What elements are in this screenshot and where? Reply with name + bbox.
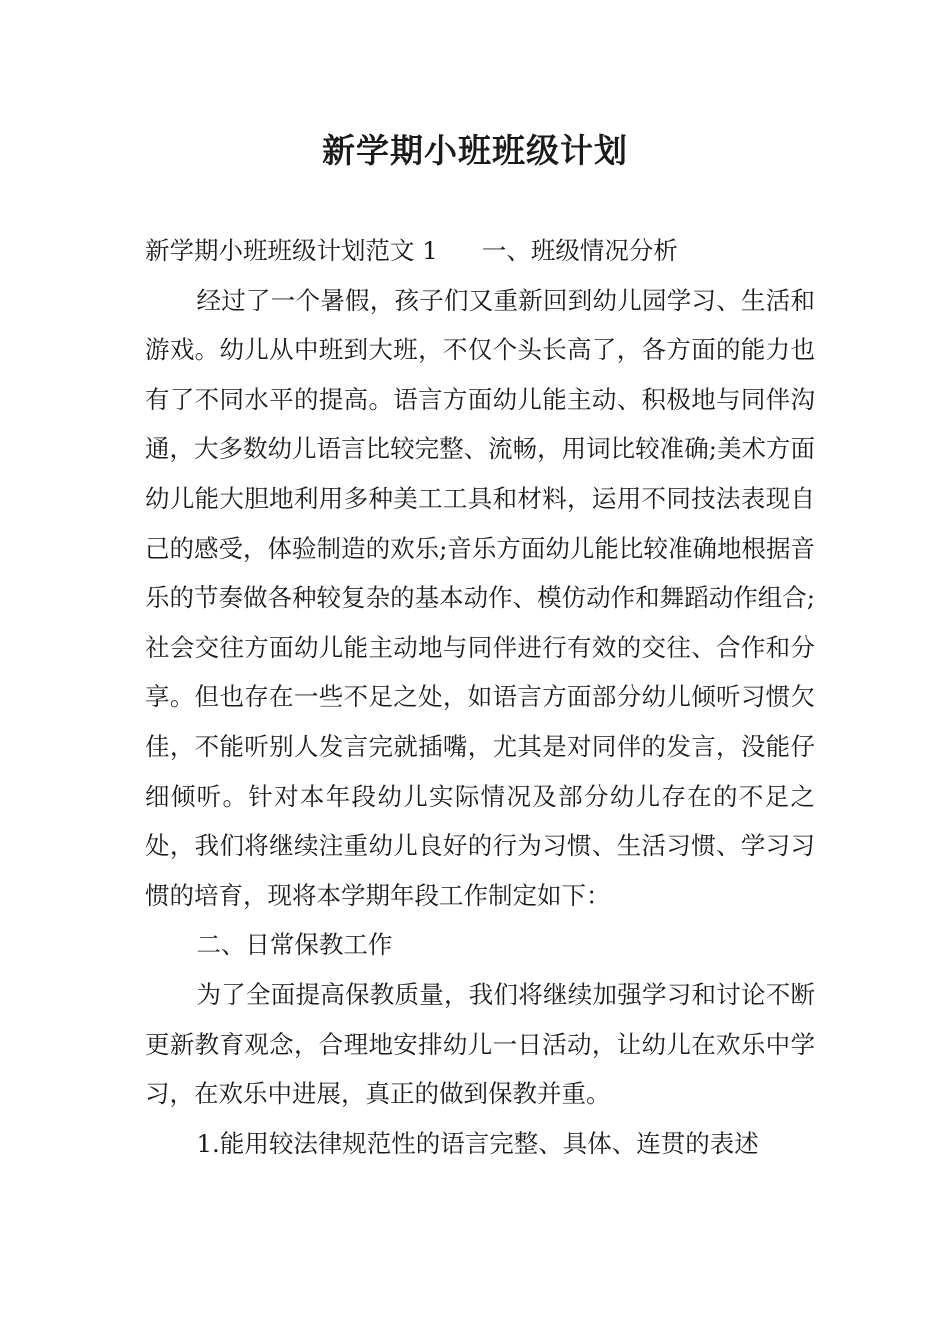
list-item-1: 1.能用较法律规范性的语言完整、具体、连贯的表述 (196, 1128, 759, 1158)
document-body (145, 226, 815, 1168)
paragraph-class-analysis: 经过了一个暑假，孩子们又重新回到幼儿园学习、生活和游戏。幼儿从中班到大班，不仅个头长高了，各方面的能力也有了不同水平的提高。语言方面幼儿能主动、积极地与同伴沟通，大多数幼儿语言比较完整、流畅，用词比较准确;美术方面幼儿能大胆地利用多种美工工具和材料，运用不同技法表现自己的感受，体验制造的欢乐;音乐方面幼儿能比较准确地根据音乐的节奏做各种较复杂的基本动作、模仿动作和舞蹈动作组合;社会交往方面幼儿能主动地与同伴进行有效的交往、合作和分享。但也存在一些不足之处，如语言方面部分幼儿倾听习惯欠佳，不能听别人发言完就插嘴，尤其是对同伴的发言，没能仔细倾听。针对本年段幼儿实际情况及部分幼儿存在的不足之处，我们将继续注重幼儿良好的行为习惯、生活习惯、学习习惯的培育，现将本学期年段工作制定如下： (145, 285, 815, 910)
sample-label: 新学期小班班级计划范文 1 (145, 236, 438, 265)
section-heading-1: 一、班级情况分析 (481, 236, 678, 265)
document-title: 新学期小班班级计划 (322, 131, 628, 170)
section-heading-2: 二、日常保教工作 (196, 930, 393, 960)
paragraph-daily-care: 为了全面提高保教质量，我们将继续加强学习和讨论不断更新教育观念，合理地安排幼儿一日活动，让幼儿在欢乐中学习，在欢乐中进展，真正的做到保教并重。 (145, 979, 815, 1109)
intro-line (145, 226, 815, 276)
